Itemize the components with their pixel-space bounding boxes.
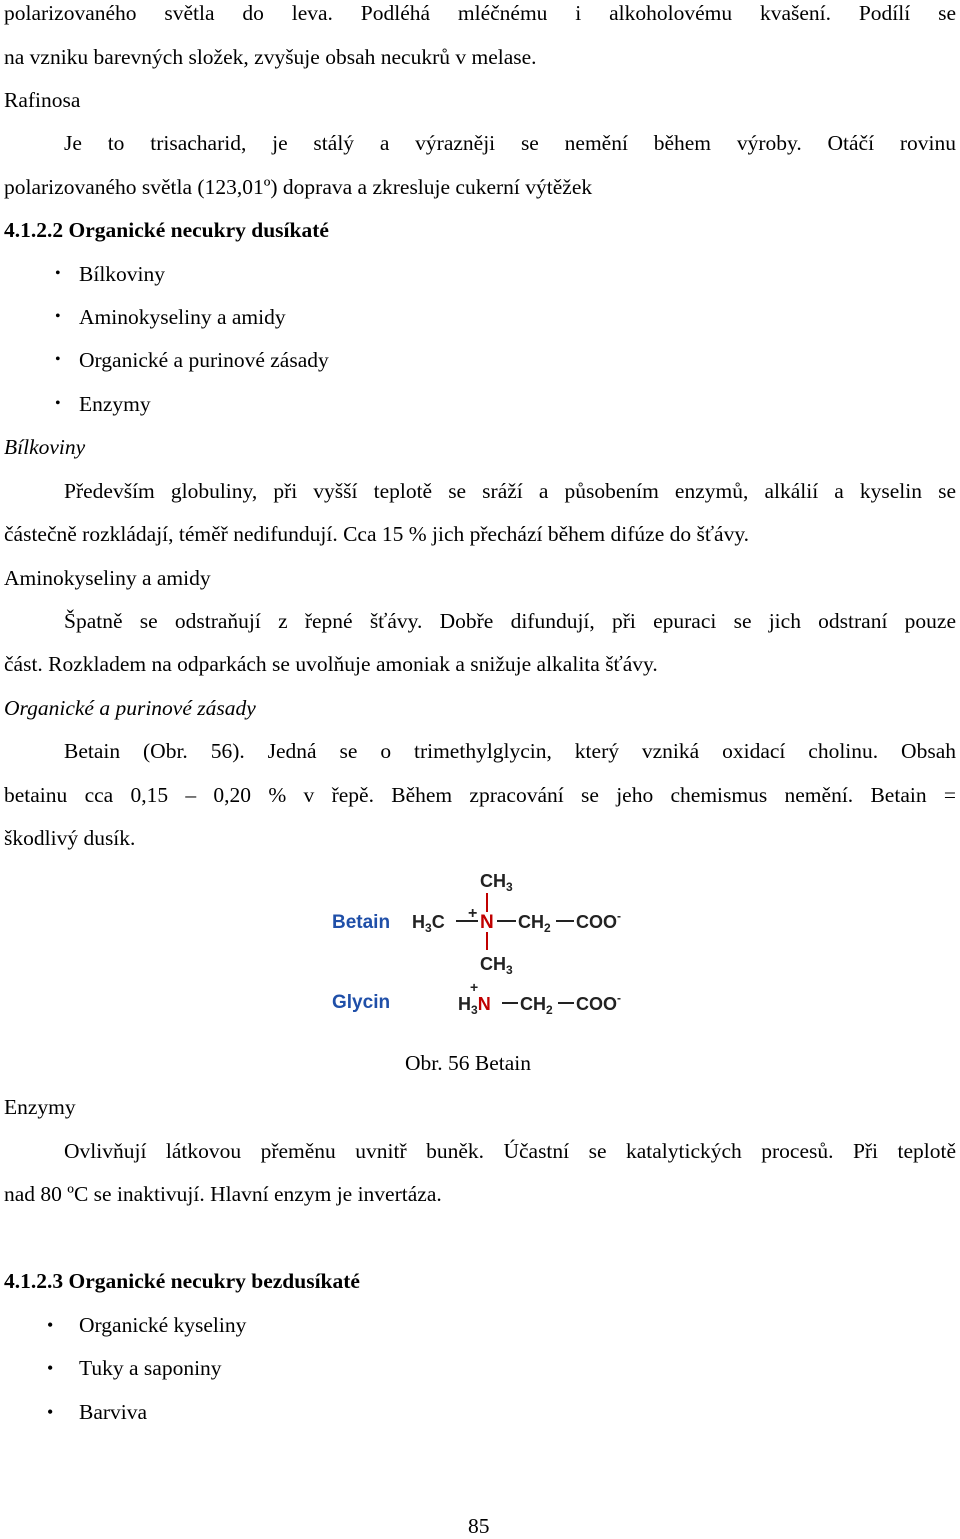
ch3-top: $CH_3$ (480, 871, 513, 894)
text-line: Špatně se odstraňují z řepné šťávy. Dobře difundují, při epuraci se jich odstraní pouze (64, 609, 956, 633)
list-item: • Barviva (79, 1399, 147, 1425)
subheading-bilkoviny: Bílkoviny (4, 435, 86, 459)
ch3-bottom: $CH_3$ (480, 954, 513, 977)
ch2-group: $CH_2$ (518, 912, 551, 935)
list-item: • Organické kyseliny (79, 1312, 246, 1338)
page-number: 85 (468, 1514, 490, 1538)
list-item: • Bílkoviny (79, 261, 165, 287)
text-line: částečně rozkládají, téměř nedifundují. Cca 15 % jich přechází během difúze do šťávy. (4, 522, 750, 546)
subheading-aminokyseliny: Aminokyseliny a amidy (4, 566, 211, 590)
list-item: • Organické a purinové zásady (79, 347, 329, 373)
text-line: Betain (Obr. 56). Jedná se o trimethylglycin, který vzniká oxidací cholinu. Obsah (64, 739, 956, 763)
text-line: škodlivý dusík. (4, 826, 136, 850)
text-line: část. Rozkladem na odparkách se uvolňuje amoniak a snižuje alkalita šťávy. (4, 652, 658, 676)
h3n-group: $H_3N$ (458, 994, 491, 1017)
text-line: Je to trisacharid, je stálý a výrazněji se nemění během výroby. Otáčí rovinu (64, 131, 956, 155)
section-heading: 4.1.2.2 Organické necukry dusíkaté (4, 218, 329, 242)
betain-structure-figure (320, 860, 640, 1020)
section-heading: 4.1.2.3 Organické necukry bezdusíkaté (4, 1269, 360, 1293)
list-item: • Enzymy (79, 391, 151, 417)
text-line: Ovlivňují látkovou přeměnu uvnitř buněk. Účastní se katalytických procesů. Při teplotě (64, 1139, 956, 1163)
coo-group: COO- (576, 909, 622, 932)
subheading-rafinosa: Rafinosa (4, 88, 81, 112)
subheading-organicke-zasady: Organické a purinové zásady (4, 696, 256, 720)
charge-plus: + (468, 905, 478, 922)
list-item: • Tuky a saponiny (79, 1355, 222, 1381)
h3c-group: $H_3C$ (412, 912, 445, 935)
coo-group-glycin: COO- (576, 991, 622, 1014)
list-item: • Aminokyseliny a amidy (79, 304, 286, 330)
ch2-group-glycin: $CH_2$ (520, 994, 553, 1017)
betain-label: Betain (332, 912, 391, 933)
text-line: polarizovaného světla do leva. Podléhá mléčnému i alkoholovému kvašení. Podílí se (4, 1, 956, 25)
text-line: na vzniku barevných složek, zvyšuje obsah necukrů v melase. (4, 45, 537, 69)
figure-caption: Obr. 56 Betain (405, 1051, 531, 1075)
text-line: polarizovaného světla (123,01º) doprava a zkresluje cukerní výtěžek (4, 175, 593, 199)
text-line: Především globuliny, při vyšší teplotě se sráží a působením enzymů, alkálií a kyselin se (64, 479, 956, 503)
text-line: betainu cca 0,15 – 0,20 % v řepě. Během zpracování se jeho chemismus nemění. Betain = (4, 783, 956, 807)
nitrogen-atom: N (480, 912, 494, 933)
glycin-label: Glycin (332, 992, 391, 1013)
subheading-enzymy: Enzymy (4, 1095, 76, 1119)
charge-plus-glycin: + (470, 979, 479, 995)
text-line: nad 80 ºC se inaktivují. Hlavní enzym je invertáza. (4, 1182, 442, 1206)
